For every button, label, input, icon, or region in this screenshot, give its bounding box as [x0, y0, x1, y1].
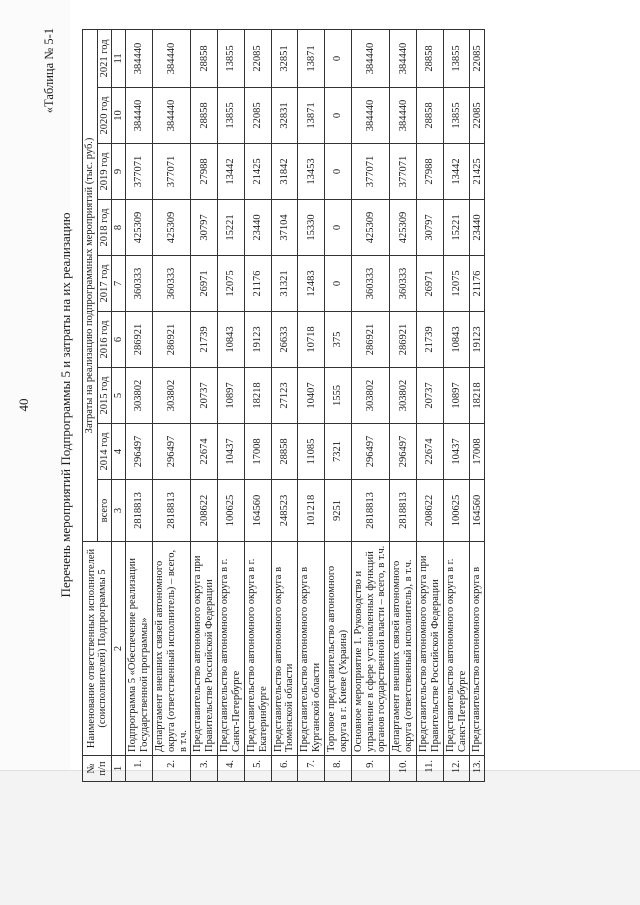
cell-year-value: 425309	[390, 200, 417, 256]
header-name: Наименование ответственных исполнителей (соисполнителей) Подпрограммы 5	[83, 542, 112, 756]
cell-year-value: 377071	[152, 144, 191, 200]
column-number: 10	[112, 88, 126, 144]
cell-total: 100625	[218, 480, 245, 542]
cell-year-value: 13855	[443, 88, 470, 144]
cell-year-value: 28858	[417, 88, 444, 144]
cell-year-value: 303802	[126, 368, 153, 424]
row-number: 12.	[443, 756, 470, 782]
cell-year-value: 21739	[417, 312, 444, 368]
cell-year-value: 10843	[443, 312, 470, 368]
cell-year-value: 15221	[218, 200, 245, 256]
column-number: 3	[112, 480, 126, 542]
header-year: 2014 год	[97, 424, 112, 480]
cell-year-value: 425309	[152, 200, 191, 256]
column-number: 6	[112, 312, 126, 368]
cell-year-value: 18218	[470, 368, 485, 424]
table-row	[390, 29, 417, 781]
row-name: Основное мероприятие 1. Руководство и управление в сфере установленных функций органов государственной власти – всего, в т.ч.	[351, 542, 390, 756]
cell-year-value: 18218	[244, 368, 271, 424]
cell-year-value: 31321	[271, 256, 298, 312]
cell-year-value: 21425	[244, 144, 271, 200]
row-number: 4.	[218, 756, 245, 782]
document-title: Перечень мероприятий Подпрограммы 5 и затраты на их реализацию	[58, 212, 73, 598]
cell-year-value: 15221	[443, 200, 470, 256]
cell-total: 9251	[324, 480, 351, 542]
header-year: 2020 год	[97, 88, 112, 144]
cell-year-value: 377071	[126, 144, 153, 200]
cell-year-value: 286921	[126, 312, 153, 368]
cell-year-value: 30797	[191, 200, 218, 256]
header-year: 2017 год	[97, 256, 112, 312]
cell-total: 100625	[443, 480, 470, 542]
row-number: 11.	[417, 756, 444, 782]
cell-year-value: 13855	[443, 29, 470, 87]
cell-year-value: 27988	[191, 144, 218, 200]
cell-year-value: 23440	[470, 200, 485, 256]
cell-year-value: 286921	[152, 312, 191, 368]
table-row	[324, 29, 351, 781]
cell-year-value: 0	[324, 88, 351, 144]
column-number: 2	[112, 542, 126, 756]
row-number: 10.	[390, 756, 417, 782]
cell-year-value: 28858	[191, 88, 218, 144]
cell-year-value: 425309	[126, 200, 153, 256]
cell-year-value: 15330	[298, 200, 325, 256]
row-name: Представительство автономного округа в	[470, 542, 485, 756]
cell-year-value: 296497	[390, 424, 417, 480]
table-row	[351, 29, 390, 781]
cell-year-value: 28858	[191, 29, 218, 87]
cell-year-value: 296497	[152, 424, 191, 480]
row-number: 9.	[351, 756, 390, 782]
cell-year-value: 17008	[244, 424, 271, 480]
cell-year-value: 13442	[218, 144, 245, 200]
column-number: 5	[112, 368, 126, 424]
cell-year-value: 27988	[417, 144, 444, 200]
cell-total: 2818813	[126, 480, 153, 542]
cell-year-value: 425309	[351, 200, 390, 256]
table-row	[443, 29, 470, 781]
cell-year-value: 22674	[191, 424, 218, 480]
cell-year-value: 384440	[390, 88, 417, 144]
cell-year-value: 384440	[152, 88, 191, 144]
measures-table	[82, 29, 485, 782]
cell-year-value: 19123	[470, 312, 485, 368]
cell-year-value: 37104	[271, 200, 298, 256]
cell-year-value: 21739	[191, 312, 218, 368]
cell-total: 248523	[271, 480, 298, 542]
row-number: 7.	[298, 756, 325, 782]
column-number: 7	[112, 256, 126, 312]
cell-year-value: 19123	[244, 312, 271, 368]
cell-year-value: 0	[324, 144, 351, 200]
cell-total: 208622	[191, 480, 218, 542]
rotated-page	[10, 20, 630, 790]
table-row	[417, 29, 444, 781]
table-row	[271, 29, 298, 781]
cell-year-value: 10897	[443, 368, 470, 424]
cell-year-value: 384440	[152, 29, 191, 87]
row-name: Торговое представительство автономного округа в г. Киеве (Украина)	[324, 542, 351, 756]
row-number: 13.	[470, 756, 485, 782]
cell-year-value: 303802	[152, 368, 191, 424]
cell-year-value: 22674	[417, 424, 444, 480]
cell-year-value: 20737	[191, 368, 218, 424]
cell-year-value: 13855	[218, 29, 245, 87]
cell-year-value: 22085	[470, 88, 485, 144]
row-number: 2.	[152, 756, 191, 782]
column-number: 8	[112, 200, 126, 256]
cell-total: 208622	[417, 480, 444, 542]
cell-year-value: 26971	[191, 256, 218, 312]
column-number: 11	[112, 29, 126, 87]
cell-year-value: 10407	[298, 368, 325, 424]
cell-year-value: 21425	[470, 144, 485, 200]
cell-year-value: 360333	[152, 256, 191, 312]
cell-year-value: 384440	[126, 29, 153, 87]
cell-year-value: 384440	[351, 29, 390, 87]
row-number: 6.	[271, 756, 298, 782]
cell-year-value: 12075	[443, 256, 470, 312]
table-row	[126, 29, 153, 781]
cell-year-value: 11085	[298, 424, 325, 480]
cell-year-value: 303802	[390, 368, 417, 424]
cell-year-value: 13871	[298, 29, 325, 87]
cell-year-value: 31842	[271, 144, 298, 200]
row-name: Представительство автономного округа в Тюменской области	[271, 542, 298, 756]
cell-total: 2818813	[390, 480, 417, 542]
row-number: 3.	[191, 756, 218, 782]
cell-year-value: 377071	[351, 144, 390, 200]
header-year: 2019 год	[97, 144, 112, 200]
cell-year-value: 10437	[443, 424, 470, 480]
cell-year-value: 22085	[244, 88, 271, 144]
row-name: Представительство автономного округа в г. Санкт-Петербурге	[218, 542, 245, 756]
cell-year-value: 13871	[298, 88, 325, 144]
cell-year-value: 13453	[298, 144, 325, 200]
cell-year-value: 296497	[126, 424, 153, 480]
cell-total: 2818813	[351, 480, 390, 542]
cell-year-value: 10843	[218, 312, 245, 368]
cell-year-value: 360333	[351, 256, 390, 312]
cell-year-value: 377071	[390, 144, 417, 200]
header-num: № п/п	[83, 756, 112, 782]
cell-year-value: 360333	[126, 256, 153, 312]
cell-year-value: 26633	[271, 312, 298, 368]
cell-year-value: 286921	[351, 312, 390, 368]
row-name: Представительство автономного округа при Правительстве Российской Федерации	[191, 542, 218, 756]
cell-year-value: 384440	[126, 88, 153, 144]
cell-year-value: 32831	[271, 88, 298, 144]
cell-year-value: 0	[324, 256, 351, 312]
row-name: Представительство автономного округа в г. Санкт-Петербурге	[443, 542, 470, 756]
header-year: 2015 год	[97, 368, 112, 424]
cell-year-value: 28858	[271, 424, 298, 480]
table-row	[298, 29, 325, 781]
cell-year-value: 21176	[244, 256, 271, 312]
column-number: 4	[112, 424, 126, 480]
row-name: Подпрограмма 5 «Обеспечение реализации Государственной программы»	[126, 542, 153, 756]
scan-bottom-margin	[0, 770, 640, 905]
row-number: 8.	[324, 756, 351, 782]
cell-year-value: 13442	[443, 144, 470, 200]
table-row	[218, 29, 245, 781]
row-name: Департамент внешних связей автономного округа (ответственный исполнитель) – всего, в т.ч.	[152, 542, 191, 756]
table-row	[191, 29, 218, 781]
cell-year-value: 384440	[390, 29, 417, 87]
table-row	[152, 29, 191, 781]
cell-year-value: 384440	[351, 88, 390, 144]
column-numbers-row	[112, 29, 126, 781]
cell-year-value: 10718	[298, 312, 325, 368]
table-row	[244, 29, 271, 781]
cell-total: 101218	[298, 480, 325, 542]
row-name: Представительство автономного округа в Курганской области	[298, 542, 325, 756]
cell-year-value: 1555	[324, 368, 351, 424]
cell-year-value: 12075	[218, 256, 245, 312]
cell-year-value: 23440	[244, 200, 271, 256]
cell-year-value: 0	[324, 29, 351, 87]
page-number: 40	[16, 398, 31, 412]
cell-year-value: 28858	[417, 29, 444, 87]
cell-year-value: 303802	[351, 368, 390, 424]
header-row-1	[83, 29, 98, 781]
table-label: «Таблица № 5-1	[42, 28, 56, 114]
cell-year-value: 0	[324, 200, 351, 256]
cell-year-value: 20737	[417, 368, 444, 424]
row-number: 1.	[126, 756, 153, 782]
cell-year-value: 32851	[271, 29, 298, 87]
cell-year-value: 296497	[351, 424, 390, 480]
cell-year-value: 21176	[470, 256, 485, 312]
cell-total: 164560	[470, 480, 485, 542]
row-name: Представительство автономного округа при Правительстве Российской Федерации	[417, 542, 444, 756]
header-year: 2018 год	[97, 200, 112, 256]
cell-year-value: 10897	[218, 368, 245, 424]
cell-year-value: 7321	[324, 424, 351, 480]
cell-year-value: 10437	[218, 424, 245, 480]
row-name: Представительство автономного округа в г. Екатеринбурге	[244, 542, 271, 756]
header-year: 2016 год	[97, 312, 112, 368]
row-number: 5.	[244, 756, 271, 782]
header-costs: Затраты на реализацию подпрограммных мероприятий (тыс. руб.)	[83, 29, 98, 541]
header-total: всего	[97, 480, 112, 542]
cell-year-value: 26971	[417, 256, 444, 312]
cell-year-value: 22085	[244, 29, 271, 87]
cell-year-value: 12483	[298, 256, 325, 312]
cell-year-value: 17008	[470, 424, 485, 480]
cell-year-value: 30797	[417, 200, 444, 256]
table-row	[470, 29, 485, 781]
cell-year-value: 22085	[470, 29, 485, 87]
cell-year-value: 27123	[271, 368, 298, 424]
cell-year-value: 375	[324, 312, 351, 368]
column-number: 9	[112, 144, 126, 200]
column-number: 1	[112, 756, 126, 782]
cell-year-value: 13855	[218, 88, 245, 144]
header-year: 2021 год	[97, 29, 112, 87]
cell-year-value: 286921	[390, 312, 417, 368]
row-name: Департамент внешних связей автономного округа (ответственный исполнитель), в т.ч.	[390, 542, 417, 756]
cell-total: 164560	[244, 480, 271, 542]
cell-year-value: 360333	[390, 256, 417, 312]
cell-total: 2818813	[152, 480, 191, 542]
